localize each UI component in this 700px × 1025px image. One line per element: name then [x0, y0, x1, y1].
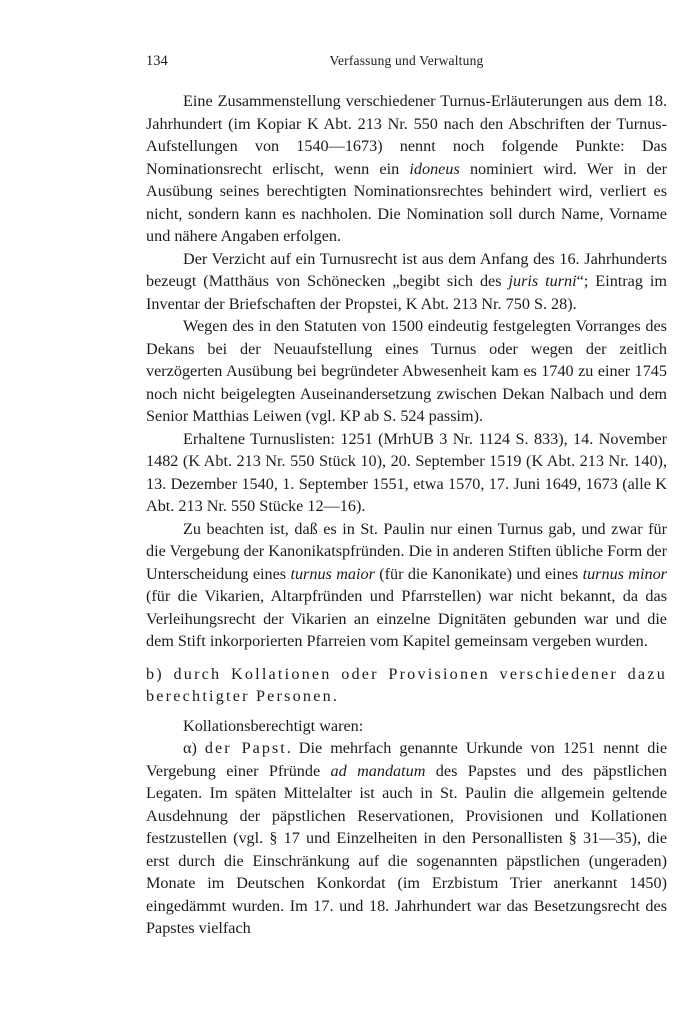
- text-run: (für die Vikarien, Altarpfründen und Pfarrstellen) war nicht bekannt, da das Verleihungsrecht der Vikarien an einzelne Dignitäten gebunden war und die dem Stift inkorporierten Pfarreien vom Kapitel gemeinsam vergeben wurden.: [146, 587, 667, 650]
- text-run: des Papstes und des päpstlichen Legaten. Im späten Mittelalter ist auch in St. Paulin die allgemein geltende Ausdehnung der päpstlichen Reservationen, Provisionen und Kollationen festzustellen (vgl. § 17 und Einzelheiten in den Personallisten § 31—35), die erst durch die Einschränkung auf die sogenannten päpstlichen (ungeraden) Monate im Deutschen Konkordat (im Erzbistum Trier anerkannt 1450) eingedämmt wurden. Im 17. und 18. Jahrhundert war das Besetzungsrecht des Papstes vielfach: [146, 761, 667, 937]
- running-head: [146, 53, 667, 73]
- text-run: b) durch Kollationen oder Provisionen verschiedener dazu berechtigter Personen.: [146, 664, 667, 705]
- text-run: Eine Zusammenstellung verschiedener Turnus-Erläuterungen aus dem 18. Jahrhundert (im Kopiar K Abt. 213 Nr. 550 nach den Abschriften der Turnus-Aufstellungen von 1540—1673) nennt noch folgende Punkte: Das Nominationsrecht erlischt, wenn ein: [146, 92, 667, 178]
- text-run: α): [183, 739, 205, 757]
- paragraph: [146, 715, 667, 738]
- text-run: . Die mehrfach genannte Urkunde von 1251 nennt die Vergebung einer Pfründe: [146, 739, 668, 780]
- running-title: Verfassung und Verwaltung: [329, 53, 484, 68]
- text-run: (für die Kanonikate) und eines: [374, 564, 583, 583]
- text-run: Wegen des in den Statuten von 1500 eindeutig festgelegten Vorranges des Dekans bei der Neuaufstellung eines Turnus oder wegen der zeitlich verzögerten Ausübung bei begründeter Abwesenheit kam es 1740 zu einer 1745 noch nicht beigelegten Auseinandersetzung zwischen Dekan Nalbach und dem Senior Matthias Leiwen (vgl. KP ab S. 524 passim).: [146, 317, 667, 425]
- text-run: der Papst: [204, 739, 287, 757]
- paragraph: [146, 518, 667, 653]
- paragraph: [146, 737, 667, 940]
- text-run: Erhaltene Turnuslisten: 1251 (MrhUB 3 Nr. 1124 S. 833), 14. November 1482 (K Abt. 213 Nr. 550 Stück 10), 20. September 1519 (K Abt. 213 Nr. 140), 13. Dezember 1540, 1. September 1551, etwa 1570, 17. Juni 1649, 1673 (alle K Abt. 213 Nr. 550 Stücke 12—16).: [146, 429, 667, 515]
- page-number: 134: [146, 53, 168, 69]
- text-run: Zu beachten ist, daß es in St. Paulin nur einen Turnus gab, und zwar für die Vergebung der Kanonikatspfründen. Die in anderen Stiften übliche Form der Unterscheidung eines: [146, 519, 667, 583]
- paragraph: [146, 428, 667, 518]
- text-run: “; Eintrag im Inventar der Briefschaften der Propstei, K Abt. 213 Nr. 750 S. 28).: [146, 272, 668, 313]
- italic-term: ad mandatum: [330, 761, 426, 780]
- body-text: [146, 90, 667, 940]
- italic-term: turnus minor: [582, 564, 667, 583]
- paragraph: [146, 315, 667, 428]
- text-run: Der Verzicht auf ein Turnusrecht ist aus dem Anfang des 16. Jahrhunderts bezeugt (Matthäus von Schönecken „begibt sich des: [146, 249, 667, 290]
- text-run: Kollationsberechtigt waren:: [183, 716, 364, 735]
- italic-term: juris turni: [508, 272, 577, 290]
- paragraph: [146, 663, 667, 708]
- paragraph: [146, 248, 667, 316]
- paragraph: [146, 90, 667, 248]
- text-run: nominiert wird. Wer in der Ausübung seines berechtigten Nominationsrechtes behindert wird, verliert es nicht, sondern kann es nachholen. Die Nomination soll durch Name, Vorname und nähere Angaben erfolgen.: [146, 159, 668, 245]
- italic-term: turnus maior: [290, 564, 375, 583]
- italic-term: idoneus: [409, 159, 460, 178]
